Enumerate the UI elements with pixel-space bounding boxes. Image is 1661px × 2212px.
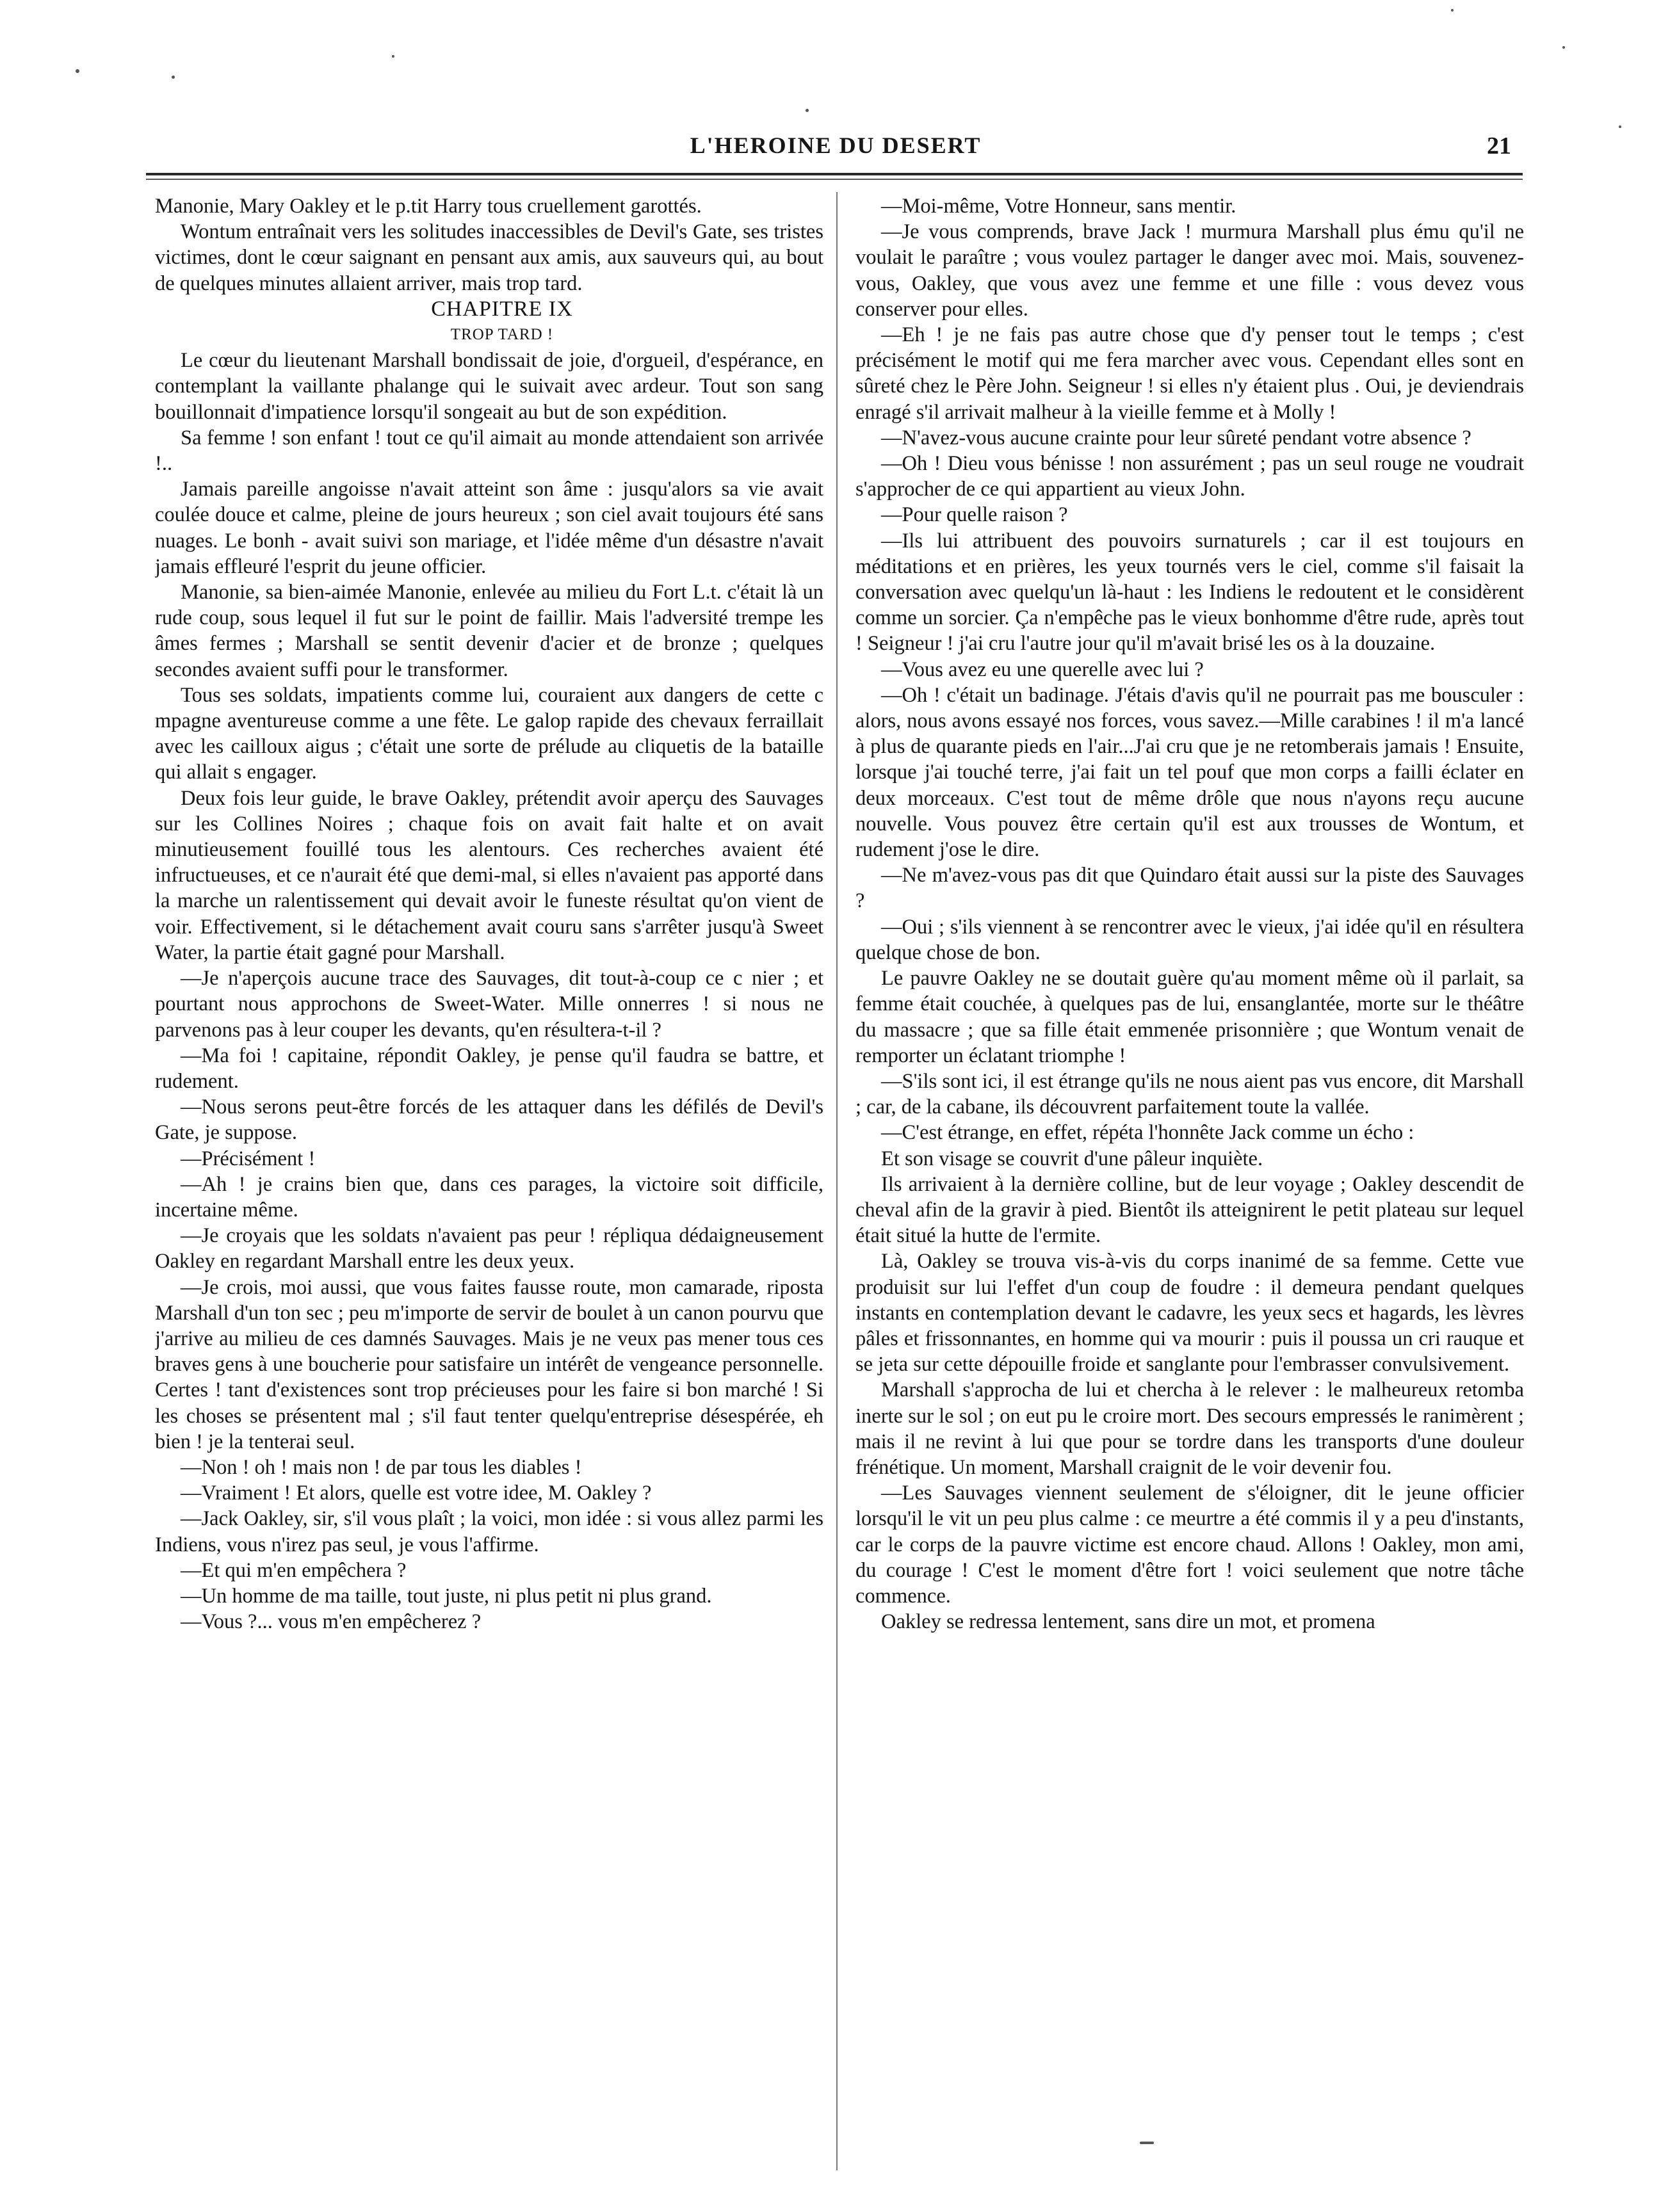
scan-speck [76,69,79,73]
header-rule-thin [146,179,1523,180]
paragraph: —Je croyais que les soldats n'avaient pas peur ! répliqua dédaigneusement Oakley en regardant Marshall entre les deux yeux. [155,1224,823,1273]
paragraph: —Je n'aperçois aucune trace des Sauvages, dit tout-à-coup ce c nier ; et pourtant nous approchons de Sweet-Water. Mille onnerres ! si nous ne parvenons pas à leur couper les devants, qu'en résultera-t-il ? [155,967,823,1042]
paragraph: Wontum entraînait vers les solitudes inaccessibles de Devil's Gate, ses tristes victimes, dont le cœur saignant en pensant aux amis, aux sauveurs qui, au bout de quelques minutes allaient arriver, mais trop tard. [155,220,823,295]
paragraph: Et son visage se couvrit d'une pâleur inquiète. [881,1147,1263,1170]
paragraph: —N'avez-vous aucune crainte pour leur sûreté pendant votre absence ? [881,426,1471,449]
header-rule [146,173,1523,175]
paragraph: Le cœur du lieutenant Marshall bondissait de joie, d'orgueil, d'espérance, en contemplant la vaillante phalange qui le suivait avec ardeur. Tout son sang bouillonnait d'impatience lorsqu'il songeait au but de son expédition. [155,349,823,424]
paragraph: —Vous ?... vous m'en empêcherez ? [181,1610,482,1634]
paragraph: Jamais pareille angoisse n'avait atteint son âme : jusqu'alors sa vie avait coulée douce et calme, pleine de jours heureux ; son ciel avait toujours été sans nuages. Le bonh - avait suivi son mariage, et l'idée même d'un désastre n'avait jamais effleuré l'esprit du jeune officier. [155,478,823,578]
paragraph: —Nous serons peut-être forcés de les attaquer dans les défilés de Devil's Gate, je suppose. [155,1095,823,1145]
paragraph: Manonie, sa bien-aimée Manonie, enlevée au milieu du Fort L.t. c'était là un rude coup, sous lequel il fut sur le point de faillir. Mais l'adversité trempe les âmes fermes ; Marshall se sentit devenir d'acier et de bronze ; quelques secondes avaient suffi pour le transformer. [155,581,823,681]
paragraph: —Non ! oh ! mais non ! de par tous les diables ! [181,1455,582,1479]
page-number: 21 [1487,133,1511,159]
paragraph: —Je vous comprends, brave Jack ! murmura Marshall plus ému qu'il ne voulait le paraître ; vous voulez partager le danger avec moi. Mais, souvenez-vous, Oakley, que vous avez une femme et une fille : vous devez vous conserver pour elles. [855,220,1524,321]
scan-speck [806,109,809,112]
paragraph: —Eh ! je ne fais pas autre chose que d'y penser tout le temps ; c'est précisément le motif qui me fera marcher avec vous. Cependant elles sont en sûreté chez le Père John. Seigneur ! si elles n'y étaient plus . Oui, je deviendrais enragé s'il arrivait malheur à la vieille femme et à Molly ! [855,323,1524,424]
scan-speck [1562,46,1565,49]
running-title: L'HEROINE DU DESERT [690,133,982,158]
right-column [855,193,1524,2184]
paragraph: Oakley se redressa lentement, sans dire un mot, et promena [881,1610,1375,1634]
chapter-subtitle: TROP TARD ! [450,326,554,344]
paragraph: —Je crois, moi aussi, que vous faites fausse route, mon camarade, riposta Marshall d'un ton sec ; peu m'importe de servir de boulet à un canon pourvu que j'arrive au milieu de ces damnés Sauvages. Mais je ne veux pas mener tous ces braves gens à une boucherie pour satisfaire un intérêt de vengeance personnelle. Certes ! tant d'existences sont trop précieuses pour les faire si bon marché ! Si les choses se présentent mal ; s'il faut tenter quelqu'entreprise désespérée, eh bien ! je la tenterai seul. [155,1275,823,1453]
paragraph: —Précisément ! [181,1147,316,1170]
paragraph: —Oh ! Dieu vous bénisse ! non assurément ; pas un seul rouge ne voudrait s'approcher de ce qui appartient au vieux John. [855,452,1524,501]
paragraph: —Moi-même, Votre Honneur, sans mentir. [881,195,1236,218]
paragraph: Ils arrivaient à la dernière colline, but de leur voyage ; Oakley descendit de cheval afin de la gravir à pied. Bientôt ils atteignirent le petit plateau sur lequel était situé la hutte de l'ermite. [855,1172,1524,1248]
paragraph: Le pauvre Oakley ne se doutait guère qu'au moment même où il parlait, sa femme était couchée, à quelques pas de lui, ensanglantée, morte sur le théâtre du massacre ; que sa fille était emmenée prisonnière ; que Wontum venait de remporter un éclatant triomphe ! [855,967,1524,1067]
scan-speck [1451,9,1454,12]
paragraph: —Les Sauvages viennent seulement de s'éloigner, dit le jeune officier lorsqu'il le vit un peu plus calme : ce meurtre a été commis il y a peu d'instants, car le corps de la pauvre victime est encore chaud. Allons ! Oakley, mon ami, du courage ! C'est le moment d'être fort ! voici seulement que notre tâche commence. [855,1481,1524,1608]
paragraph: —Oui ; s'ils viennent à se rencontrer avec le vieux, j'ai idée qu'il en résultera quelque chose de bon. [855,915,1524,964]
chapter-title: CHAPITRE IX [431,296,573,321]
paragraph: —Oh ! c'était un badinage. J'étais d'avis qu'il ne pourrait pas me bousculer : alors, nous avons essayé nos forces, vous savez.—Mille carabines ! il m'a lancé à plus de quarante pieds en l'air...J'ai cru que je ne retomberais jamais ! Ensuite, lorsque j'ai touché terre, j'ai fait un tel pouf que mon corps a failli éclater en deux morceaux. C'est tout de même drôle que nous n'ayons reçu aucune nouvelle. Vous pouvez être certain qu'il est aux trousses de Wontum, et rudement j'ose le dire. [855,683,1524,862]
paragraph: Marshall s'approcha de lui et chercha à le relever : le malheureux retomba inerte sur le sol ; on eut pu le croire mort. Des secours empressés le ranimèrent ; mais il ne revint à lui que pour se tordre dans les transports d'une douleur frénétique. Un moment, Marshall craignit de le voir devenir fou. [855,1378,1524,1479]
paragraph: —Un homme de ma taille, tout juste, ni plus petit ni plus grand. [181,1584,712,1608]
paragraph: Là, Oakley se trouva vis-à-vis du corps inanimé de sa femme. Cette vue produisit sur lui l'effet d'un coup de foudre : il demeura pendant quelques instants en contemplation devant le cadavre, les yeux secs et hagards, les lèvres pâles et frissonnantes, en homme qui va mourir : puis il poussa un cri rauque et se jeta sur cette dépouille froide et sanglante pour l'embrasser convulsivement. [855,1250,1524,1376]
running-header [147,132,1524,177]
paragraph: —Ah ! je crains bien que, dans ces parages, la victoire soit difficile, incertaine même. [155,1172,823,1222]
paragraph: —Vous avez eu une querelle avec lui ? [881,658,1204,681]
paragraph: Deux fois leur guide, le brave Oakley, prétendit avoir aperçu des Sauvages sur les Collines Noires ; chaque fois on avait fait halte et on avait minutieusement fouillé tous les alentours. Ces recherches avaient été infructueuses, et ce n'aurait été que demi-mal, si elles n'avaient pas apporté dans la marche un ralentissement qui devait avoir le funeste résultat qu'on vient de voir. Effectivement, si le détachement avait couru sans s'arrêter jusqu'à Sweet Water, la partie était gagné pour Marshall. [155,786,823,964]
scan-speck [172,76,175,79]
scan-speck [1140,2142,1154,2144]
paragraph: —Pour quelle raison ? [881,503,1068,527]
paragraph: —Vraiment ! Et alors, quelle est votre idee, M. Oakley ? [181,1481,652,1505]
paragraph: —Ils lui attribuent des pouvoirs surnaturels ; car il est toujours en méditations et en prières, les yeux tournés vers le ciel, comme s'il faisait la conversation avec quelqu'un là-haut : les Indiens le redoutent et le considèrent comme un sorcier. Ça n'empêche pas le vieux bonhomme d'être rude, après tout ! Seigneur ! j'ai cru l'autre jour qu'il m'avait brisé les os à la douzaine. [855,529,1524,656]
paragraph: —Jack Oakley, sir, s'il vous plaît ; la voici, mon idée : si vous allez parmi les Indiens, vous n'irez pas seul, je vous l'affirme. [155,1507,823,1556]
paragraph: Sa femme ! son enfant ! tout ce qu'il aimait au monde attendaient son arrivée !.. [155,426,823,476]
paragraph: Tous ses soldats, impatients comme lui, couraient aux dangers de cette c mpagne aventureuse comme a une fête. Le galop rapide des chevaux ferraillait avec les cailloux aigus ; c'était une sorte de prélude au cliquetis de la bataille qui allait s engager. [155,683,823,784]
paragraph: —Ne m'avez-vous pas dit que Quindaro était aussi sur la piste des Sauvages ? [855,864,1524,913]
column-divider [836,192,838,2170]
paragraph: —C'est étrange, en effet, répéta l'honnête Jack comme un écho : [881,1121,1414,1145]
paragraph: —Et qui m'en empêchera ? [181,1558,407,1582]
left-column [155,193,823,2184]
paragraph: —S'ils sont ici, il est étrange qu'ils ne nous aient pas vus encore, dit Marshall ; car, de la cabane, ils découvrent parfaitement toute la vallée. [855,1069,1524,1119]
scan-speck [1619,125,1621,128]
paragraph: —Ma foi ! capitaine, répondit Oakley, je pense qu'il faudra se battre, et rudement. [155,1044,823,1093]
paragraph: Manonie, Mary Oakley et le p.tit Harry tous cruellement garottés. [155,195,702,218]
scan-speck [392,55,394,58]
